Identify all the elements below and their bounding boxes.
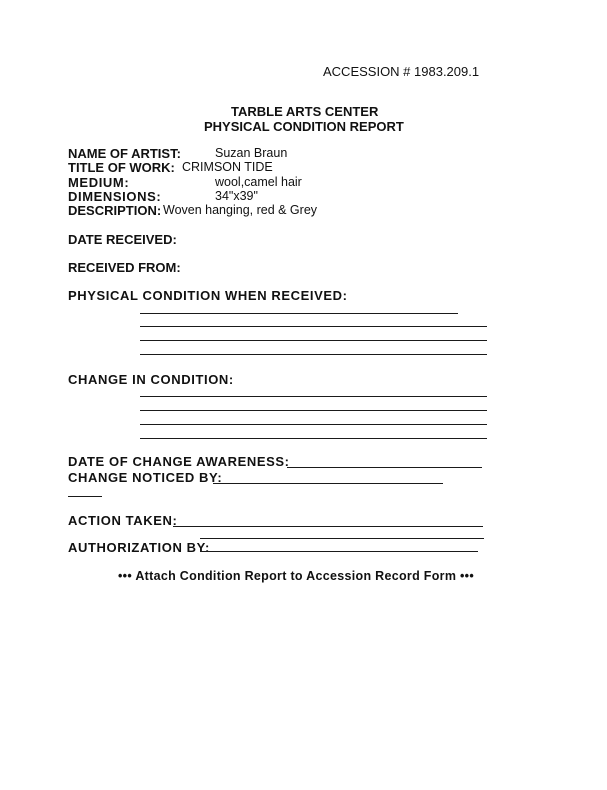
action-taken-label: ACTION TAKEN: bbox=[68, 513, 178, 528]
dimensions-value: 34"x39" bbox=[215, 189, 258, 203]
physical-condition-line-4 bbox=[140, 354, 487, 355]
change-noticed-by-extra-line bbox=[68, 496, 102, 497]
change-condition-line-2 bbox=[140, 410, 487, 411]
date-of-change-line bbox=[287, 467, 482, 468]
physical-condition-line-3 bbox=[140, 340, 487, 341]
change-noticed-by-label: CHANGE NOTICED BY: bbox=[68, 470, 223, 485]
received-from-label: RECEIVED FROM: bbox=[68, 260, 181, 275]
change-condition-line-1 bbox=[140, 396, 487, 397]
authorization-by-label: AUTHORIZATION BY: bbox=[68, 540, 210, 555]
accession-number: ACCESSION # 1983.209.1 bbox=[323, 64, 480, 79]
physical-condition-line-2 bbox=[140, 326, 487, 327]
physical-condition-line-1 bbox=[140, 313, 458, 314]
change-condition-line-4 bbox=[140, 438, 487, 439]
authorization-by-line bbox=[200, 551, 478, 552]
org-title: TARBLE ARTS CENTER bbox=[231, 104, 379, 119]
action-taken-line-1 bbox=[173, 526, 483, 527]
medium-value: wool,camel hair bbox=[215, 175, 302, 189]
artist-value: Suzan Braun bbox=[215, 146, 288, 160]
date-of-change-label: DATE OF CHANGE AWARENESS: bbox=[68, 454, 290, 469]
title-label: TITLE OF WORK: bbox=[68, 160, 175, 175]
physical-condition-label: PHYSICAL CONDITION WHEN RECEIVED: bbox=[68, 288, 348, 303]
change-noticed-by-line bbox=[213, 483, 443, 484]
description-value: Woven hanging, red & Grey bbox=[163, 203, 318, 217]
report-title: PHYSICAL CONDITION REPORT bbox=[204, 119, 404, 134]
date-received-label: DATE RECEIVED: bbox=[68, 232, 177, 247]
title-value: CRIMSON TIDE bbox=[182, 160, 273, 174]
change-in-condition-label: CHANGE IN CONDITION: bbox=[68, 372, 234, 387]
action-taken-line-2 bbox=[200, 538, 484, 539]
footer-note: ••• Attach Condition Report to Accession Record Form ••• bbox=[118, 569, 475, 583]
change-condition-line-3 bbox=[140, 424, 487, 425]
dimensions-label: DIMENSIONS: bbox=[68, 189, 162, 204]
medium-label: MEDIUM: bbox=[68, 175, 130, 190]
artist-label: NAME OF ARTIST: bbox=[68, 146, 181, 161]
description-label: DESCRIPTION: bbox=[68, 203, 162, 218]
